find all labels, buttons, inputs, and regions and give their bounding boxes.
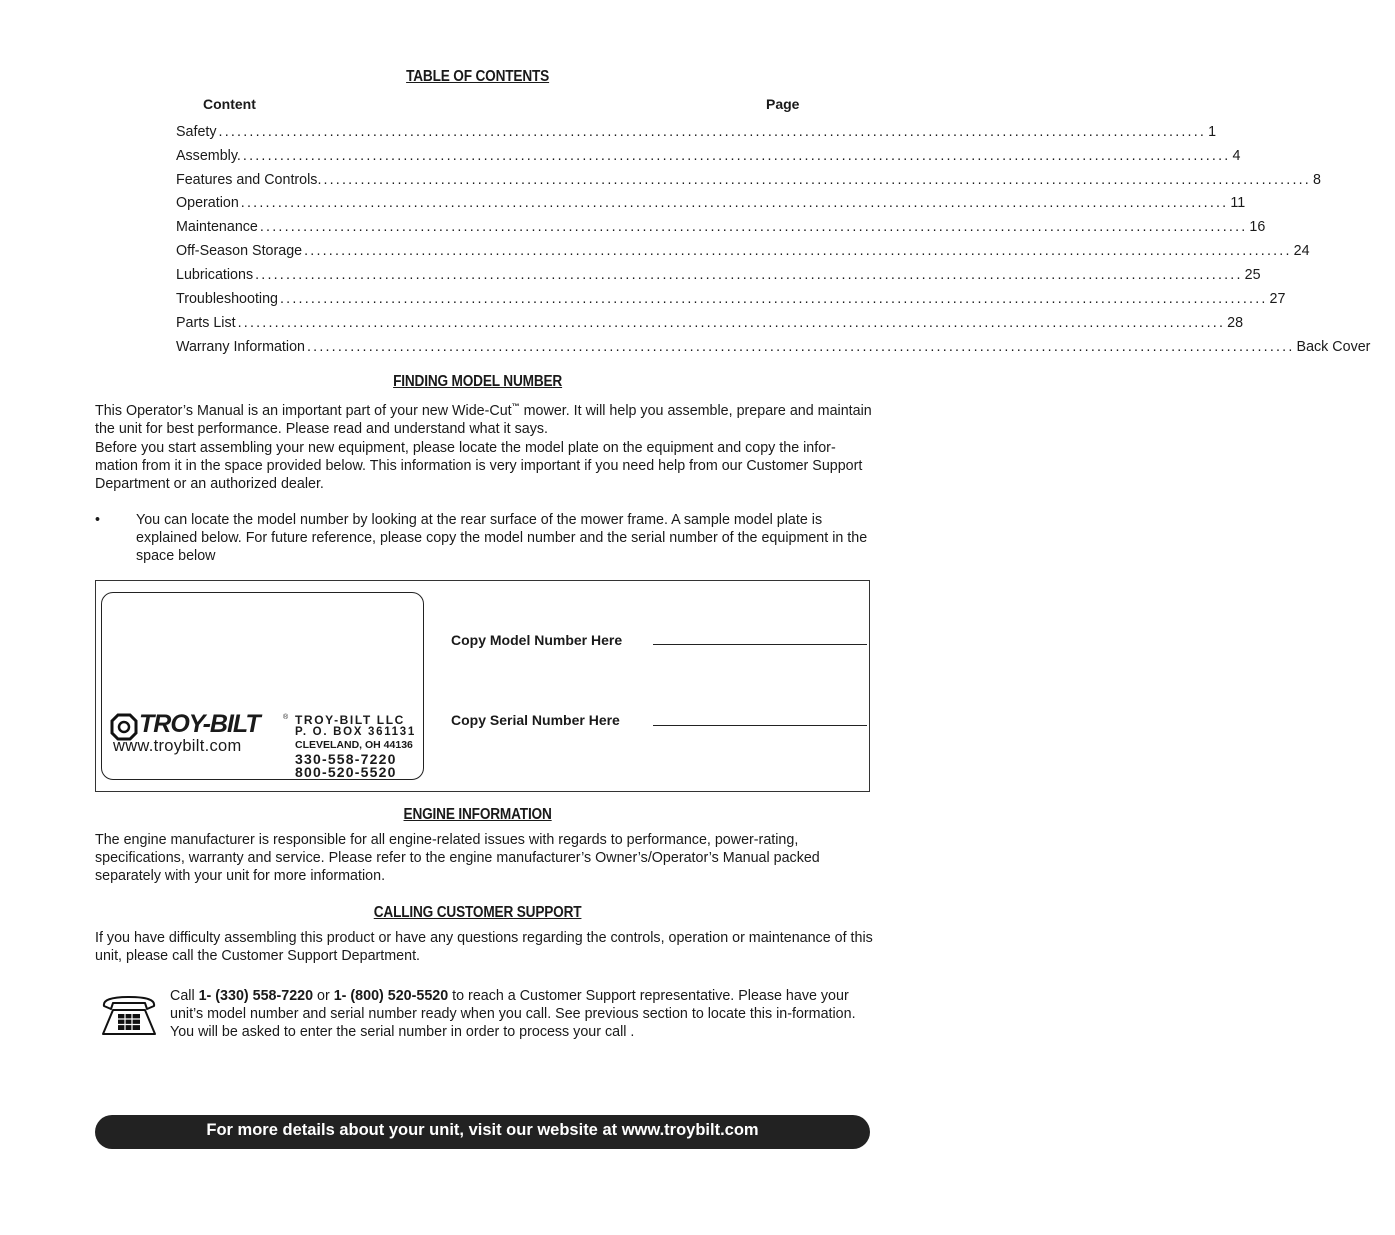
toc-leader-dots: ................................................................................................................................................................	[306, 339, 1295, 355]
toc-leader-dots: ................................................................................................................................................................	[280, 291, 1268, 307]
toc-entry-title: Troubleshooting	[176, 291, 278, 307]
toc-entry-title: Operation	[176, 195, 239, 211]
support-heading: CALLING CUSTOMER SUPPORT	[373, 904, 582, 921]
toc-entry[interactable]	[176, 291, 1286, 311]
toc-leader-dots: ................................................................................................................................................................	[237, 315, 1226, 331]
toc-content-header: Content	[203, 96, 256, 112]
finding-paragraph-1	[95, 398, 875, 438]
plate-website: www.troybilt.com	[113, 737, 242, 755]
toc-entry-page: 1	[1208, 124, 1217, 140]
telephone-icon	[98, 994, 160, 1038]
toc-entry-title: Assembly.	[176, 148, 241, 164]
finding-bullet-text: You can locate the model number by looking at the rear surface of the mower frame. A sample model plate is explained below. For future reference, please copy the model number and the serial number of the equipment in the space below	[136, 512, 868, 564]
finding-p1-start: This Operator’s Manual is an important part of your new Wide-Cut	[95, 402, 512, 419]
toc-entry[interactable]	[176, 267, 1261, 287]
engine-paragraph: The engine manufacturer is responsible for all engine-related issues with regards to performance, power-rating, specifications, warranty and service. Please refer to the engine manufacturer’s Owner’s/Operator’s Manual packed separately with your unit for more information.	[95, 832, 820, 884]
support-call-paragraph	[170, 987, 860, 1041]
toc-entry[interactable]	[176, 124, 1217, 144]
call-prefix: Call	[170, 988, 199, 1004]
model-plate-box	[95, 580, 870, 792]
toc-entry[interactable]	[176, 172, 1321, 192]
support-phone-1[interactable]: 1- (330) 558-7220	[198, 988, 314, 1004]
serial-number-label: Copy Serial Number Here	[451, 712, 620, 728]
website-footer-banner	[95, 1115, 870, 1149]
troybilt-logo: TROY-BILT	[139, 710, 260, 738]
toc-entry-page: 24	[1293, 243, 1310, 259]
support-paragraph: If you have difficulty assembling this product or have any questions regarding the controls, operation or maintenance of this unit, please call the Customer Support Department.	[95, 930, 873, 964]
toc-entry-title: Parts List	[176, 315, 236, 331]
toc-leader-dots: ................................................................................................................................................................	[255, 267, 1243, 283]
toc-leader-dots: ................................................................................................................................................................	[218, 124, 1207, 140]
toc-entry-page: 25	[1244, 267, 1261, 283]
plate-po-box: P. O. BOX 361131	[295, 726, 416, 738]
toc-entry-title: Maintenance	[176, 219, 258, 235]
toc-entry-title: Features and Controls.	[176, 172, 322, 188]
toc-entry-title: Lubrications	[176, 267, 254, 283]
toc-heading: TABLE OF CONTENTS	[406, 68, 550, 85]
bullet-symbol: •	[95, 512, 101, 528]
toc-page-header: Page	[766, 96, 800, 112]
toc-leader-dots: ................................................................................................................................................................	[323, 172, 1311, 188]
toc-entry-page: 11	[1230, 195, 1246, 211]
toc-entry-title: Warrany Information	[176, 339, 305, 355]
plate-phone-2: 800-520-5520	[295, 764, 397, 780]
toc-entry-page: 28	[1227, 315, 1244, 331]
website-footer-text[interactable]: For more details about your unit, visit our website at www.troybilt.com	[206, 1121, 759, 1139]
toc-leader-dots: ................................................................................................................................................................	[259, 219, 1248, 235]
model-number-label: Copy Model Number Here	[451, 632, 623, 648]
toc-entry[interactable]	[176, 219, 1266, 239]
toc-entry-page: 27	[1269, 291, 1286, 307]
plate-phone-1: 330-558-7220	[295, 751, 397, 767]
support-phone-2[interactable]: 1- (800) 520-5520	[333, 988, 449, 1004]
toc-entry[interactable]	[176, 243, 1310, 263]
toc-leader-dots: ................................................................................................................................................................	[240, 195, 1229, 211]
engine-heading: ENGINE INFORMATION	[403, 806, 552, 823]
toc-entry-page: Back Cover	[1296, 339, 1371, 355]
trademark-mark: ™	[511, 402, 520, 411]
plate-company: TROY-BILT LLC	[295, 713, 405, 727]
plate-city: CLEVELAND, OH 44136	[295, 739, 413, 751]
toc-entry[interactable]	[176, 195, 1246, 215]
toc-entry-page: 4	[1232, 148, 1241, 164]
toc-leader-dots: ................................................................................................................................................................	[304, 243, 1292, 259]
finding-paragraph-2: Before you start assembling your new equipment, please locate the model plate on the equipment and copy the infor-mation from it in the space provided below. This information is very important if you need help from our Customer Support Department or an authorized dealer.	[95, 440, 863, 492]
toc-entry-page: 8	[1312, 172, 1321, 188]
toc-entry[interactable]	[176, 148, 1241, 168]
registered-mark: ®	[283, 714, 289, 721]
toc-entry-title: Safety	[176, 124, 217, 140]
toc-entry[interactable]	[176, 339, 1371, 359]
call-suffix: to reach a Customer Support representative. Please have your unit’s model number and serial number ready when you call. See previous section to locate this in-formation. You will be asked to enter the serial number in order to process your call .	[170, 988, 856, 1040]
sample-model-plate	[101, 592, 424, 780]
toc-entry[interactable]	[176, 315, 1244, 335]
finding-heading: FINDING MODEL NUMBER	[393, 373, 563, 390]
toc-entry-page: 16	[1249, 219, 1266, 235]
serial-number-field[interactable]	[653, 725, 867, 726]
toc-leader-dots: ................................................................................................................................................................	[242, 148, 1231, 164]
finding-p1-end: mower. It will help you assemble, prepare and maintain the unit for best performance. Please read and understand what it says.	[95, 402, 872, 437]
toc-entry-title: Off-Season Storage	[176, 243, 303, 259]
call-or: or	[313, 988, 334, 1004]
model-number-field[interactable]	[653, 644, 867, 645]
